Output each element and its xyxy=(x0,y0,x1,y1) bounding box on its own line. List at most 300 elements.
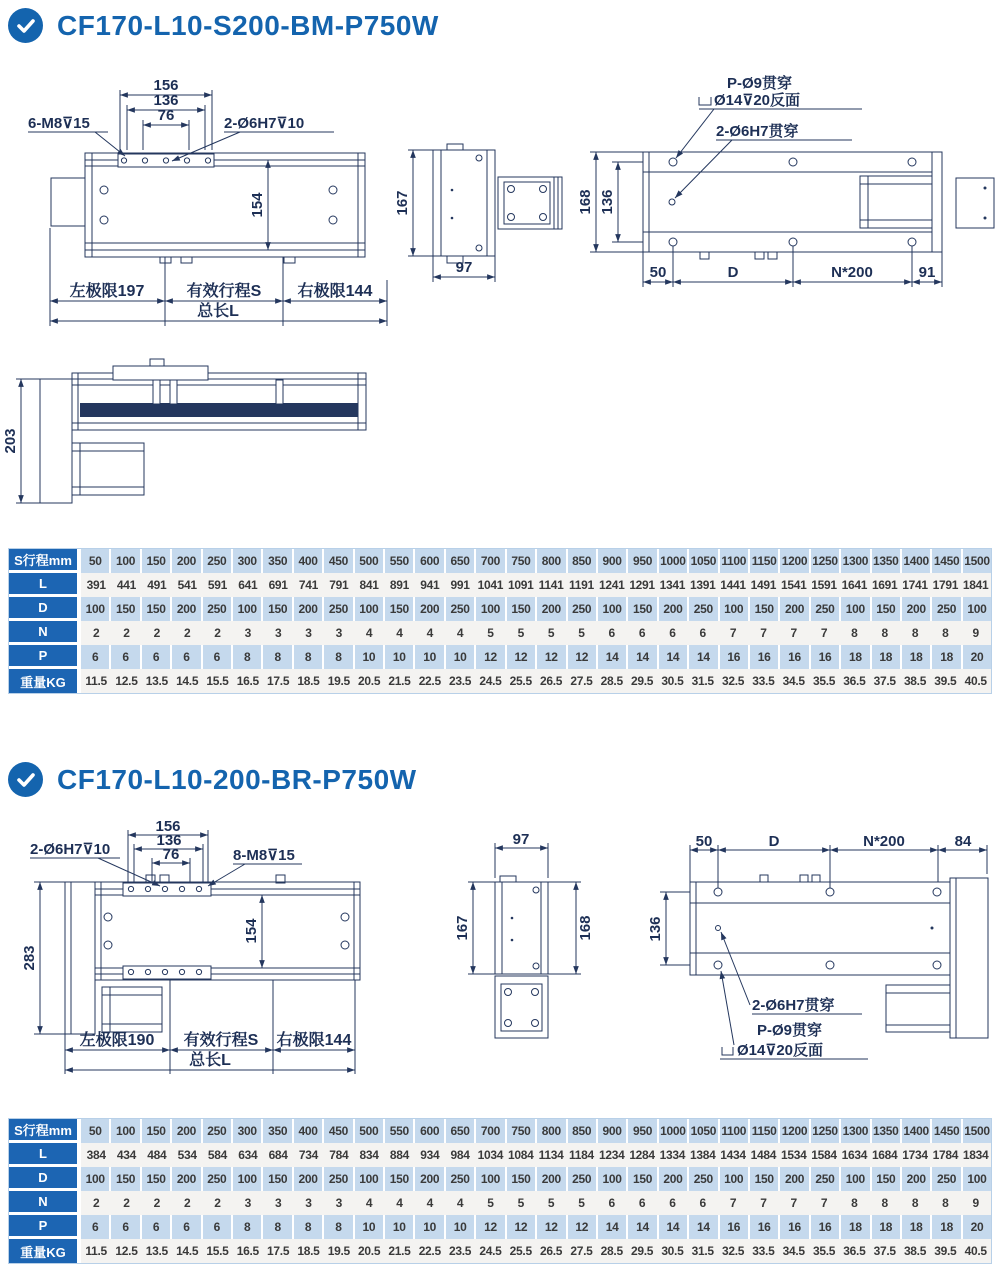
table-cell: 791 xyxy=(324,573,354,597)
dim-154: 154 xyxy=(243,918,260,944)
table-cell: 400 xyxy=(294,1119,324,1143)
table-cell: 39.5 xyxy=(930,669,960,693)
table-cell: 100 xyxy=(720,597,750,621)
table-cell: 38.5 xyxy=(900,1239,930,1263)
table-cell: 100 xyxy=(841,597,871,621)
table-cell: 150 xyxy=(507,1167,537,1191)
table-cell: 200 xyxy=(294,1167,324,1191)
dim-97: 97 xyxy=(512,831,530,848)
table-cell: 17.5 xyxy=(263,1239,293,1263)
table-cell: 5 xyxy=(536,621,566,645)
table-cell: 1341 xyxy=(657,573,687,597)
table-cell: 16 xyxy=(720,645,750,669)
table-cell: 300 xyxy=(233,549,263,573)
table-cell: 33.5 xyxy=(748,669,778,693)
table-cell: 8 xyxy=(233,645,263,669)
table-cell: 1684 xyxy=(870,1143,900,1167)
table-cell: 150 xyxy=(142,549,172,573)
table-cell: 1200 xyxy=(780,1119,810,1143)
table-cell: 12.5 xyxy=(111,669,141,693)
table-cell: 750 xyxy=(507,1119,537,1143)
table-cell: 34.5 xyxy=(779,1239,809,1263)
table-cell: 200 xyxy=(780,1167,810,1191)
table-cell: 1084 xyxy=(506,1143,536,1167)
table-cell: 600 xyxy=(415,1119,445,1143)
dim-283: 283 xyxy=(21,945,38,971)
table-cell: 150 xyxy=(628,597,658,621)
table-cell: 1284 xyxy=(627,1143,657,1167)
table-cell: 6 xyxy=(627,621,657,645)
table-cell: 150 xyxy=(142,597,172,621)
table-cell: 5 xyxy=(475,1191,505,1215)
dim-136: 136 xyxy=(153,92,179,109)
table-cell: 10 xyxy=(355,645,385,669)
table-cell: 14 xyxy=(659,1215,689,1239)
table-cell: 16 xyxy=(811,1215,841,1239)
table-cell: 1234 xyxy=(597,1143,627,1167)
table-cell: 1491 xyxy=(748,573,778,597)
checkmark-icon xyxy=(8,762,43,797)
table-row xyxy=(9,1239,991,1263)
table-cell: 250 xyxy=(203,549,233,573)
table-cell: 934 xyxy=(415,1143,445,1167)
model-title-1: CF170-L10-S200-BM-P750W xyxy=(57,9,439,41)
dim-154: 154 xyxy=(249,192,266,218)
table-cell: 1000 xyxy=(659,549,689,573)
table-cell: 21.5 xyxy=(384,669,414,693)
table-cell: 16.5 xyxy=(233,1239,263,1263)
table-cell: 1500 xyxy=(963,1119,991,1143)
row-label: N xyxy=(9,621,81,645)
table-cell: 100 xyxy=(111,549,141,573)
row-label: L xyxy=(9,1143,81,1167)
table-cell: 6 xyxy=(688,621,718,645)
end-view-2 xyxy=(454,831,594,1038)
table-cell: 100 xyxy=(81,1167,111,1191)
dim-left-limit: 左极限197 xyxy=(69,283,145,300)
table-cell: 100 xyxy=(233,1167,263,1191)
table-cell: 1134 xyxy=(536,1143,566,1167)
table-cell: 350 xyxy=(263,1119,293,1143)
table-cell: 8 xyxy=(930,621,960,645)
table-cell: 6 xyxy=(657,621,687,645)
table-cell: 32.5 xyxy=(718,1239,748,1263)
table-cell: 700 xyxy=(476,549,506,573)
table-cell: 1434 xyxy=(718,1143,748,1167)
table-cell: 29.5 xyxy=(627,1239,657,1263)
table-cell: 8 xyxy=(930,1191,960,1215)
table-cell: 250 xyxy=(689,597,719,621)
table-cell: 250 xyxy=(446,1167,476,1191)
dim-50: 50 xyxy=(649,264,667,281)
table-cell: 150 xyxy=(111,597,141,621)
table-cell: 1450 xyxy=(932,1119,962,1143)
table-cell: 2 xyxy=(111,1191,141,1215)
table-cell: 100 xyxy=(81,597,111,621)
checkmark-icon xyxy=(8,8,43,43)
plan-view-1 xyxy=(28,77,387,326)
table-cell: 1041 xyxy=(475,573,505,597)
table-cell: 6 xyxy=(142,645,172,669)
table-cell: 4 xyxy=(445,1191,475,1215)
table-cell: 250 xyxy=(446,597,476,621)
dim-right-limit: 右极限144 xyxy=(297,283,373,300)
table-cell: 29.5 xyxy=(627,669,657,693)
table-cell: 36.5 xyxy=(839,1239,869,1263)
table-cell: 250 xyxy=(324,597,354,621)
table-cell: 200 xyxy=(659,1167,689,1191)
table-cell: 1834 xyxy=(961,1143,991,1167)
table-cell: 450 xyxy=(324,549,354,573)
table-cell: 18 xyxy=(902,645,932,669)
dim-N200: N*200 xyxy=(863,833,905,850)
table-cell: 18 xyxy=(872,1215,902,1239)
table-cell: 10 xyxy=(385,645,415,669)
table-cell: 1841 xyxy=(961,573,991,597)
table-cell: 541 xyxy=(172,573,202,597)
table-cell: 100 xyxy=(963,597,991,621)
table-cell: 3 xyxy=(293,621,323,645)
table-cell: 200 xyxy=(172,597,202,621)
table-cell: 14 xyxy=(689,645,719,669)
dim-right-limit: 右极限144 xyxy=(276,1032,352,1049)
table-cell: 31.5 xyxy=(688,1239,718,1263)
table-cell: 800 xyxy=(537,1119,567,1143)
callout-h7-through: 2-Ø6H7贯穿 xyxy=(716,123,799,140)
row-label: P xyxy=(9,1215,81,1239)
callout-counterbore: Ø14⊽20反面 xyxy=(737,1042,824,1059)
table-cell: 8 xyxy=(839,1191,869,1215)
table-cell: 16 xyxy=(750,1215,780,1239)
table-cell: 7 xyxy=(779,621,809,645)
table-cell: 250 xyxy=(811,597,841,621)
table-cell: 6 xyxy=(142,1215,172,1239)
table-cell: 150 xyxy=(750,597,780,621)
table-cell: 250 xyxy=(203,597,233,621)
table-cell: 50 xyxy=(81,1119,111,1143)
table-cell: 40.5 xyxy=(961,1239,991,1263)
table-cell: 8 xyxy=(324,1215,354,1239)
table-cell: 900 xyxy=(598,1119,628,1143)
table-cell: 26.5 xyxy=(536,1239,566,1263)
table-cell: 7 xyxy=(809,621,839,645)
table-cell: 1691 xyxy=(870,573,900,597)
table-cell: 434 xyxy=(111,1143,141,1167)
dim-76: 76 xyxy=(157,107,175,124)
table-cell: 18.5 xyxy=(293,1239,323,1263)
callout-p9: P-Ø9贯穿 xyxy=(727,75,793,92)
table-cell: 18 xyxy=(841,1215,871,1239)
table-cell: 1250 xyxy=(811,1119,841,1143)
bottom-view-1 xyxy=(577,74,994,287)
table-cell: 19.5 xyxy=(324,669,354,693)
table-cell: 18 xyxy=(902,1215,932,1239)
table-cell: 5 xyxy=(475,621,505,645)
table-cell: 32.5 xyxy=(718,669,748,693)
table-cell: 12.5 xyxy=(111,1239,141,1263)
table-cell: 18.5 xyxy=(293,669,323,693)
table-cell: 534 xyxy=(172,1143,202,1167)
table-cell: 18 xyxy=(841,645,871,669)
table-cell: 441 xyxy=(111,573,141,597)
table-cell: 16 xyxy=(720,1215,750,1239)
table-cell: 7 xyxy=(748,1191,778,1215)
table-cell: 4 xyxy=(354,1191,384,1215)
table-cell: 9 xyxy=(961,1191,991,1215)
end-view-1 xyxy=(394,144,562,282)
table-cell: 12 xyxy=(537,645,567,669)
table-cell: 20.5 xyxy=(354,1239,384,1263)
table-cell: 850 xyxy=(568,1119,598,1143)
table-cell: 634 xyxy=(233,1143,263,1167)
dim-167: 167 xyxy=(454,915,471,941)
table-cell: 25.5 xyxy=(506,1239,536,1263)
row-label: D xyxy=(9,1167,81,1191)
table-cell: 10 xyxy=(415,1215,445,1239)
table-cell: 30.5 xyxy=(657,1239,687,1263)
table-cell: 5 xyxy=(506,621,536,645)
table-cell: 7 xyxy=(779,1191,809,1215)
table-cell: 841 xyxy=(354,573,384,597)
side-view-1 xyxy=(2,359,366,503)
table-cell: 4 xyxy=(415,1191,445,1215)
table-cell: 4 xyxy=(384,621,414,645)
table-cell: 2 xyxy=(81,1191,111,1215)
table-row xyxy=(9,1215,991,1239)
table-cell: 20.5 xyxy=(354,669,384,693)
row-label: 重量KG xyxy=(9,1239,81,1263)
table-cell: 1441 xyxy=(718,573,748,597)
table-cell: 39.5 xyxy=(930,1239,960,1263)
table-cell: 26.5 xyxy=(536,669,566,693)
table-cell: 16 xyxy=(780,645,810,669)
table-cell: 16 xyxy=(811,645,841,669)
table-cell: 1791 xyxy=(930,573,960,597)
table-cell: 200 xyxy=(294,597,324,621)
table-cell: 200 xyxy=(659,597,689,621)
table-cell: 6 xyxy=(203,1215,233,1239)
table-cell: 250 xyxy=(568,597,598,621)
dim-D: D xyxy=(768,833,780,850)
table-cell: 1300 xyxy=(841,1119,871,1143)
table-cell: 2 xyxy=(202,621,232,645)
callout-h7: 2-Ø6H7⊽10 xyxy=(224,115,305,132)
table-cell: 1534 xyxy=(779,1143,809,1167)
table-cell: 4 xyxy=(445,621,475,645)
table-cell: 150 xyxy=(507,597,537,621)
table-cell: 18 xyxy=(872,645,902,669)
table-cell: 30.5 xyxy=(657,669,687,693)
callout-p9: P-Ø9贯穿 xyxy=(757,1022,823,1039)
table-row xyxy=(9,1143,991,1167)
table-cell: 1591 xyxy=(809,573,839,597)
table-cell: 24.5 xyxy=(475,1239,505,1263)
table-cell: 200 xyxy=(415,1167,445,1191)
table-cell: 7 xyxy=(748,621,778,645)
table-row xyxy=(9,669,991,693)
table-cell: 1334 xyxy=(657,1143,687,1167)
callout-h7: 2-Ø6H7⊽10 xyxy=(30,841,111,858)
table-cell: 400 xyxy=(294,549,324,573)
table-cell: 23.5 xyxy=(445,1239,475,1263)
table-cell: 150 xyxy=(385,1167,415,1191)
table-cell: 484 xyxy=(142,1143,172,1167)
table-cell: 1784 xyxy=(930,1143,960,1167)
table-cell: 784 xyxy=(324,1143,354,1167)
table-cell: 1300 xyxy=(841,549,871,573)
table-cell: 6 xyxy=(81,1215,111,1239)
table-row xyxy=(9,645,991,669)
table-cell: 2 xyxy=(142,621,172,645)
table-cell: 1400 xyxy=(902,1119,932,1143)
table-cell: 8 xyxy=(294,645,324,669)
row-label: S行程mm xyxy=(9,549,81,573)
table-cell: 16 xyxy=(780,1215,810,1239)
dim-total-length: 总长L xyxy=(197,303,239,320)
table-cell: 200 xyxy=(902,1167,932,1191)
table-cell: 20 xyxy=(963,645,991,669)
table-cell: 3 xyxy=(293,1191,323,1215)
table-cell: 6 xyxy=(597,1191,627,1215)
table-cell: 1484 xyxy=(748,1143,778,1167)
dim-84: 84 xyxy=(954,833,972,850)
table-cell: 33.5 xyxy=(748,1239,778,1263)
table-cell: 23.5 xyxy=(445,669,475,693)
table-cell: 35.5 xyxy=(809,669,839,693)
table-cell: 150 xyxy=(263,597,293,621)
table-cell: 12 xyxy=(476,645,506,669)
table-cell: 6 xyxy=(172,645,202,669)
table-cell: 13.5 xyxy=(142,669,172,693)
table-cell: 1584 xyxy=(809,1143,839,1167)
table-cell: 50 xyxy=(81,549,111,573)
table-cell: 100 xyxy=(720,1167,750,1191)
table-row xyxy=(9,1167,991,1191)
table-cell: 1034 xyxy=(475,1143,505,1167)
table-cell: 18 xyxy=(932,645,962,669)
table-cell: 3 xyxy=(324,621,354,645)
table-cell: 750 xyxy=(507,549,537,573)
table-cell: 150 xyxy=(872,597,902,621)
table-cell: 16 xyxy=(750,645,780,669)
table-cell: 3 xyxy=(233,1191,263,1215)
table-cell: 150 xyxy=(750,1167,780,1191)
dim-156: 156 xyxy=(155,818,181,835)
bottom-view-2 xyxy=(647,833,988,1059)
table-cell: 11.5 xyxy=(81,1239,111,1263)
table-cell: 100 xyxy=(355,1167,385,1191)
table-cell: 150 xyxy=(142,1119,172,1143)
table-cell: 200 xyxy=(172,1119,202,1143)
table-cell: 5 xyxy=(506,1191,536,1215)
table-row xyxy=(9,621,991,645)
table-cell: 6 xyxy=(597,621,627,645)
table-cell: 300 xyxy=(233,1119,263,1143)
table-cell: 100 xyxy=(233,597,263,621)
table-cell: 650 xyxy=(446,1119,476,1143)
table-cell: 691 xyxy=(263,573,293,597)
table-cell: 100 xyxy=(598,1167,628,1191)
dim-156: 156 xyxy=(153,77,179,94)
table-cell: 6 xyxy=(172,1215,202,1239)
table-cell: 14 xyxy=(598,645,628,669)
table-cell: 384 xyxy=(81,1143,111,1167)
table-cell: 1050 xyxy=(689,1119,719,1143)
table-cell: 14.5 xyxy=(172,669,202,693)
dim-91: 91 xyxy=(918,264,936,281)
dim-136: 136 xyxy=(599,189,616,215)
table-cell: 834 xyxy=(354,1143,384,1167)
table-cell: 6 xyxy=(657,1191,687,1215)
table-cell: 24.5 xyxy=(475,669,505,693)
table-cell: 984 xyxy=(445,1143,475,1167)
dim-167: 167 xyxy=(394,190,411,216)
table-cell: 5 xyxy=(566,621,596,645)
callout-counterbore: Ø14⊽20反面 xyxy=(714,92,801,109)
table-cell: 450 xyxy=(324,1119,354,1143)
table-cell: 250 xyxy=(932,1167,962,1191)
table-cell: 2 xyxy=(111,621,141,645)
table-cell: 1150 xyxy=(750,549,780,573)
table-cell: 250 xyxy=(203,1167,233,1191)
table-cell: 200 xyxy=(780,597,810,621)
table-cell: 3 xyxy=(324,1191,354,1215)
table-cell: 150 xyxy=(872,1167,902,1191)
table-cell: 741 xyxy=(293,573,323,597)
table-cell: 891 xyxy=(384,573,414,597)
table-cell: 12 xyxy=(537,1215,567,1239)
table-cell: 27.5 xyxy=(566,1239,596,1263)
table-cell: 600 xyxy=(415,549,445,573)
table-cell: 850 xyxy=(568,549,598,573)
dim-136: 136 xyxy=(156,832,182,849)
dim-50: 50 xyxy=(695,833,713,850)
table-cell: 250 xyxy=(689,1167,719,1191)
table-cell: 4 xyxy=(384,1191,414,1215)
table-cell: 1241 xyxy=(597,573,627,597)
table-cell: 6 xyxy=(203,645,233,669)
table-cell: 200 xyxy=(902,597,932,621)
table-cell: 34.5 xyxy=(779,669,809,693)
table-row xyxy=(9,597,991,621)
table-cell: 28.5 xyxy=(597,1239,627,1263)
table-cell: 12 xyxy=(476,1215,506,1239)
row-label: 重量KG xyxy=(9,669,81,693)
table-cell: 150 xyxy=(142,1167,172,1191)
table-cell: 350 xyxy=(263,549,293,573)
table-cell: 5 xyxy=(566,1191,596,1215)
table-cell: 6 xyxy=(81,645,111,669)
table-cell: 1391 xyxy=(688,573,718,597)
table-cell: 591 xyxy=(202,573,232,597)
table-cell: 22.5 xyxy=(415,669,445,693)
table-cell: 6 xyxy=(688,1191,718,1215)
table-cell: 100 xyxy=(476,597,506,621)
table-cell: 1641 xyxy=(839,573,869,597)
table-cell: 12 xyxy=(568,1215,598,1239)
table-cell: 2 xyxy=(142,1191,172,1215)
table-row xyxy=(9,1119,991,1143)
table-cell: 550 xyxy=(385,549,415,573)
table-cell: 684 xyxy=(263,1143,293,1167)
table-cell: 12 xyxy=(568,645,598,669)
dim-D: D xyxy=(727,264,739,281)
table-cell: 950 xyxy=(628,1119,658,1143)
table-cell: 19.5 xyxy=(324,1239,354,1263)
table-cell: 700 xyxy=(476,1119,506,1143)
table-cell: 14 xyxy=(659,645,689,669)
model-title-2: CF170-L10-200-BR-P750W xyxy=(57,763,417,795)
